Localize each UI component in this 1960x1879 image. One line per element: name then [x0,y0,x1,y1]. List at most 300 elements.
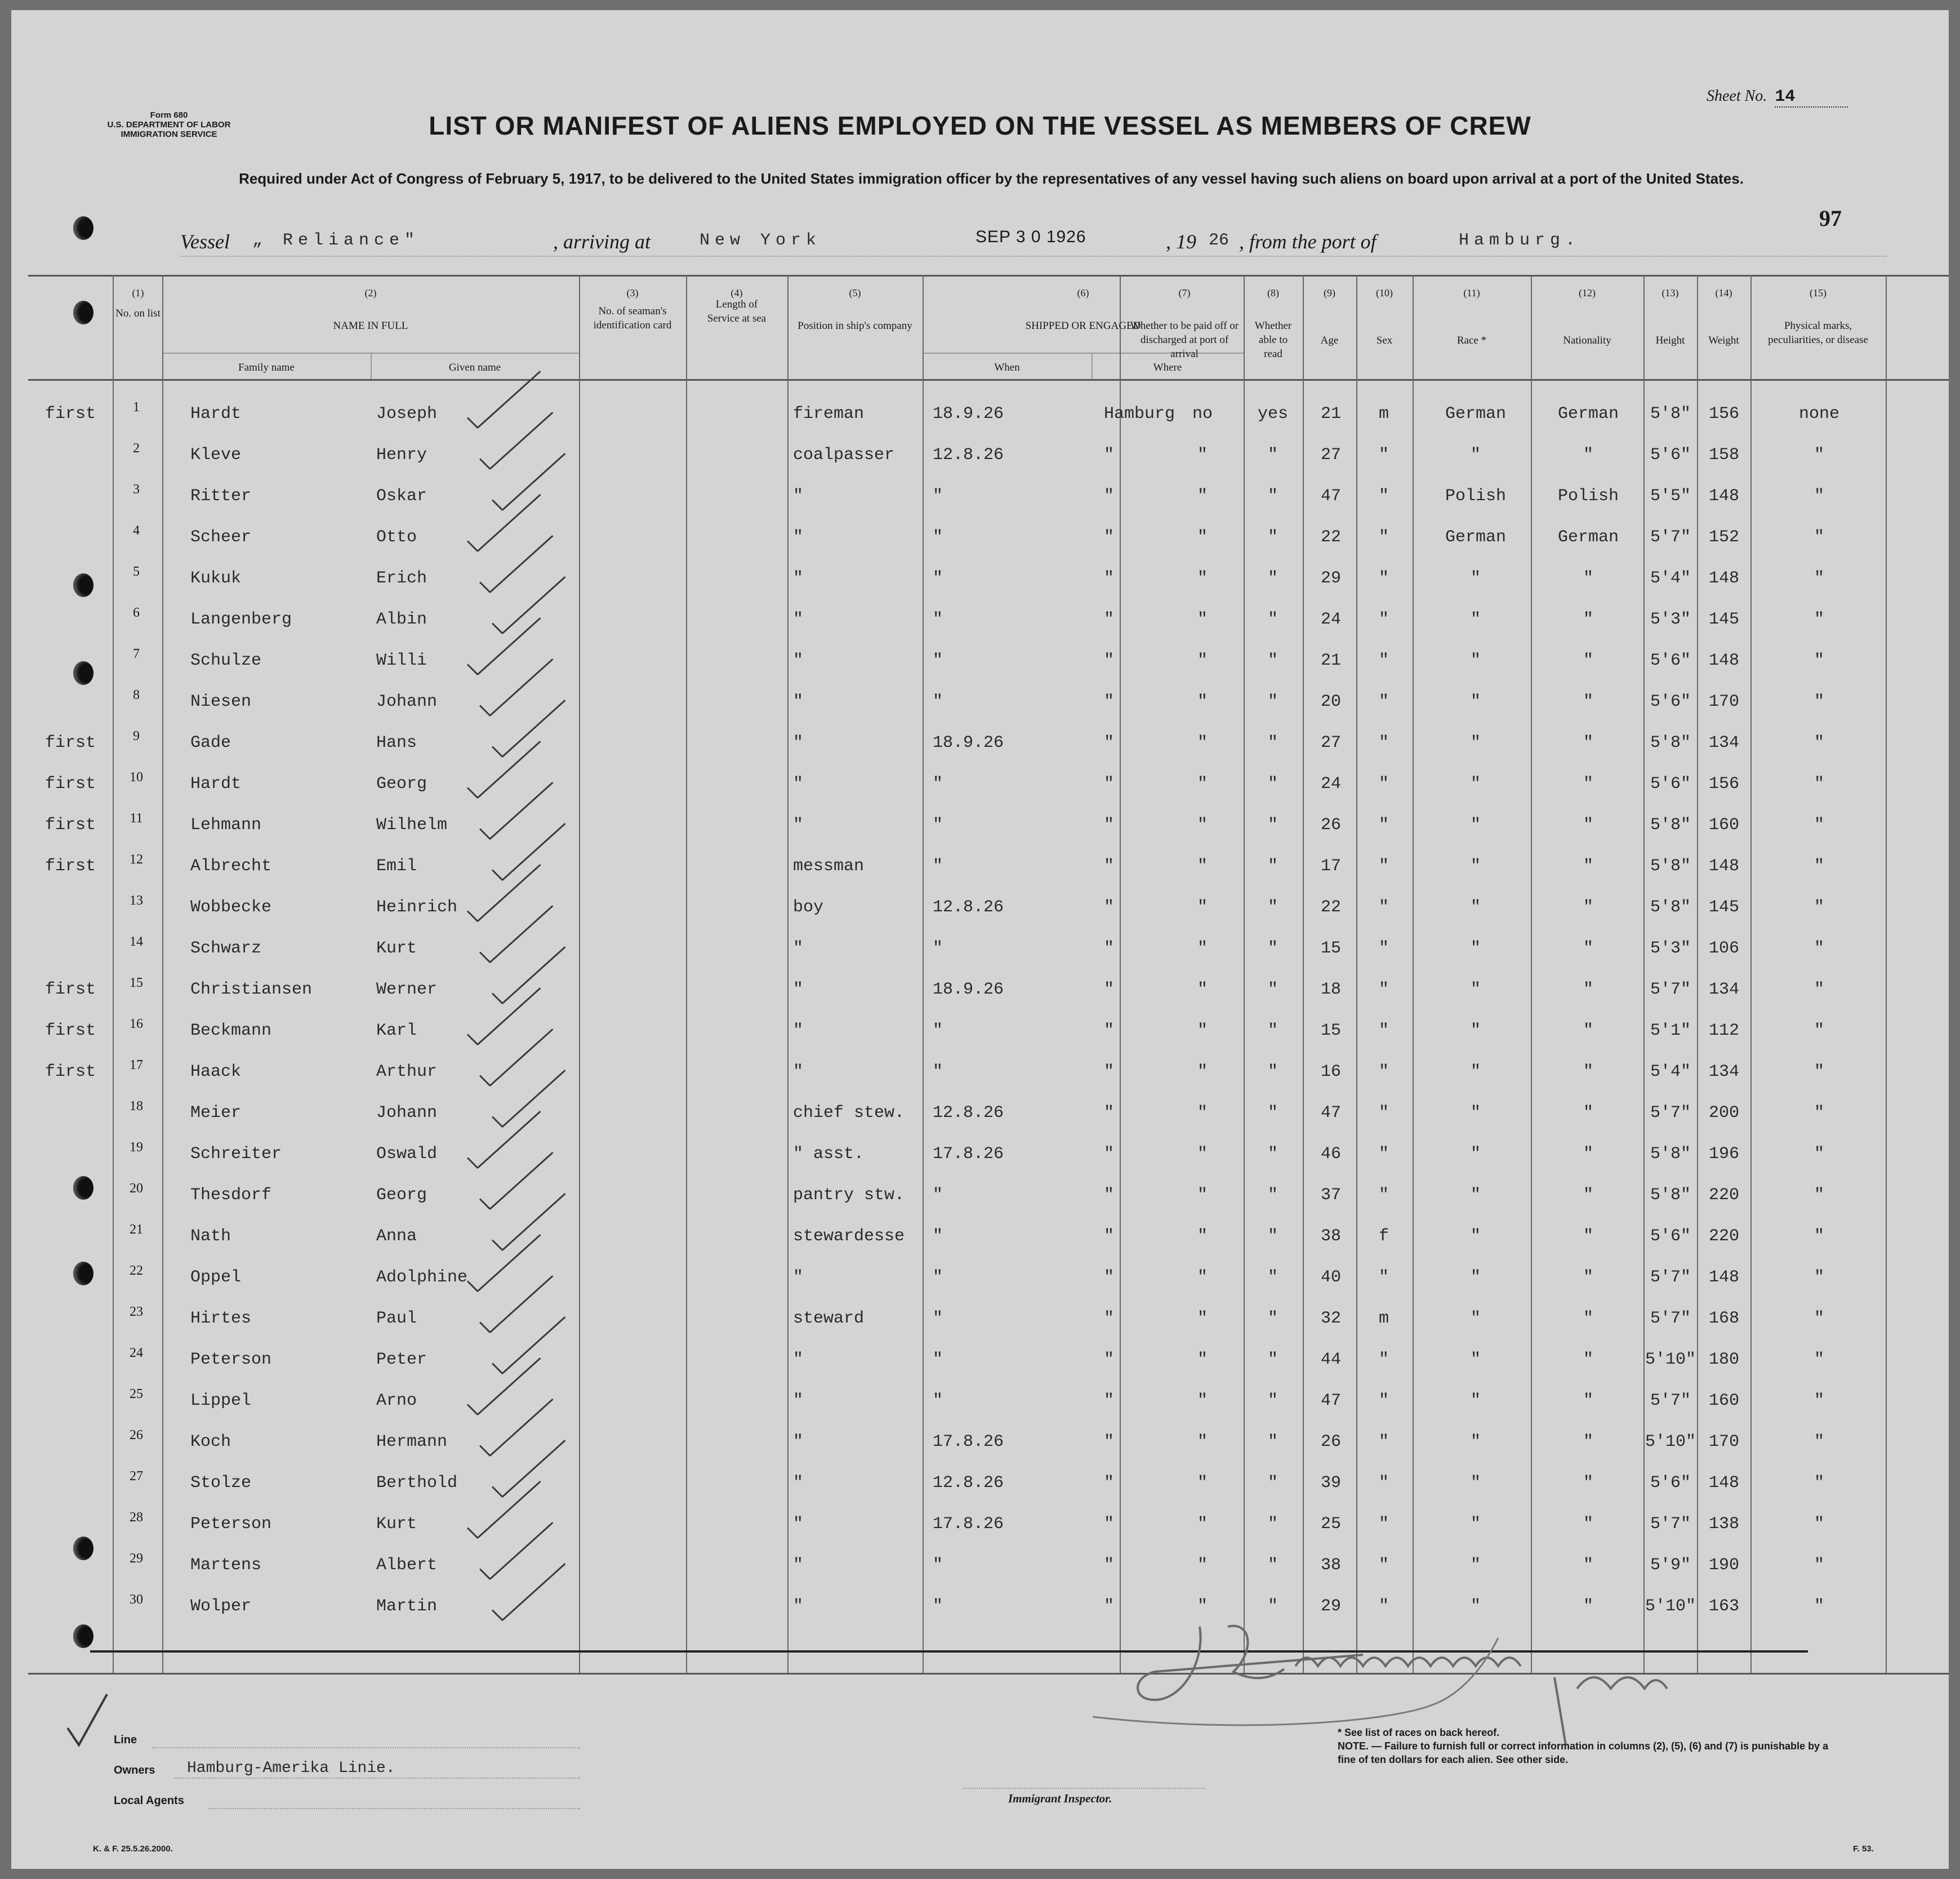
col-15-label: Physical marks, peculiarities, or disease [1768,320,1868,346]
from-port: Hamburg. [1459,231,1581,250]
given-name-cell: Erich [376,569,427,588]
sex-cell: " [1378,774,1389,794]
nationality-cell: " [1583,1021,1593,1040]
position-cell: " [793,692,804,711]
position-cell: stewardesse [793,1227,905,1246]
given-name-cell: Georg [376,1186,427,1205]
physical-marks-cell: " [1814,1062,1824,1081]
paid-off-cell: " [1197,651,1208,670]
row-number: 6 [133,605,140,620]
column-rule [1886,275,1887,1673]
nationality-cell: " [1583,980,1593,999]
line-label: Line [114,1734,137,1746]
sex-cell: " [1378,692,1389,711]
physical-marks-cell: " [1814,1145,1824,1164]
shipped-when-cell: " [933,1062,943,1081]
race-cell: " [1470,1145,1481,1164]
nationality-cell: " [1583,610,1593,629]
form-code: F. 53. [1853,1844,1874,1854]
column-rule [686,275,687,1673]
able-to-read-cell: " [1267,1268,1278,1287]
from-port-label: , from the port of [1239,230,1377,253]
weight-cell: 170 [1708,1432,1739,1451]
col-4-number: (4) [730,287,743,299]
column-rule [1531,275,1532,1673]
row-number: 21 [130,1222,143,1237]
height-cell: 5'6" [1650,692,1691,711]
shipped-when-cell: " [933,1268,943,1287]
col-10-label: Sex [1376,335,1393,346]
age-cell: 47 [1320,1103,1341,1123]
row-number: 8 [133,688,140,702]
height-cell: 5'4" [1650,569,1691,588]
height-cell: 5'8" [1650,857,1691,876]
race-cell: German [1445,404,1507,424]
shipped-where-cell: " [1104,1021,1115,1040]
position-cell: " [793,1473,804,1493]
physical-marks-cell: " [1814,1597,1824,1616]
age-cell: 29 [1320,569,1341,588]
age-cell: 27 [1320,446,1341,465]
family-name-cell: Lippel [190,1391,252,1410]
family-name-cell: Peterson [190,1350,272,1369]
row-number: 13 [130,893,143,908]
nationality-cell: " [1583,1597,1593,1616]
age-cell: 26 [1320,816,1341,835]
col-10-number: (10) [1376,287,1393,299]
physical-marks-cell: " [1814,1556,1824,1575]
nationality-cell: " [1583,569,1593,588]
shipped-where-cell: " [1104,569,1115,588]
sex-cell: " [1378,816,1389,835]
check-mark-icon [62,1689,113,1756]
check-stroke [489,658,553,716]
weight-cell: 196 [1708,1145,1739,1164]
able-to-read-cell: " [1267,569,1278,588]
document-subtitle: Required under Act of Congress of February 5, 1917, to be delivered to the United States immigration officer by the representatives of any vessel having such aliens on board upon arrival at a port of the United States. [239,170,1744,187]
position-cell: pantry stw. [793,1186,905,1205]
family-name-cell: Meier [190,1103,242,1123]
row-number: 24 [130,1346,143,1360]
nationality-cell: " [1583,1391,1593,1410]
check-stroke [489,1028,553,1087]
vessel-name: „ Reliance" [252,231,420,250]
family-name-cell: Kukuk [190,569,242,588]
given-name-cell: Georg [376,774,427,794]
row-note-cell: first [45,1021,96,1040]
given-name-cell: Adolphine [376,1268,468,1287]
age-cell: 21 [1320,651,1341,670]
weight-cell: 134 [1708,733,1739,753]
weight-cell: 148 [1708,857,1739,876]
col-3-label: No. of seaman's identification card [593,305,672,331]
nationality-cell: " [1583,692,1593,711]
given-name-cell: Oskar [376,487,427,506]
shipped-where-cell: " [1104,1062,1115,1081]
shipped-when-cell: " [933,610,943,629]
row-number: 18 [130,1099,143,1114]
nationality-cell: Polish [1557,487,1619,506]
position-cell: " [793,1350,804,1369]
column-rule [1697,275,1698,1673]
paid-off-cell: " [1197,733,1208,753]
shipped-where-cell: " [1104,1515,1115,1534]
nationality-cell: " [1583,774,1593,794]
sex-cell: " [1378,1473,1389,1493]
shipped-where-cell: " [1104,487,1115,506]
physical-marks-cell: " [1814,1350,1824,1369]
weight-cell: 160 [1708,816,1739,835]
sex-cell: m [1378,1309,1389,1328]
position-cell: " [793,487,804,506]
height-cell: 5'7" [1650,1103,1691,1123]
nationality-cell: " [1583,1309,1593,1328]
sex-cell: " [1378,1268,1389,1287]
race-cell: Polish [1445,487,1507,506]
physical-marks-cell: " [1814,1268,1824,1287]
binder-hole [73,661,93,685]
weight-cell: 190 [1708,1556,1739,1575]
col-11-number: (11) [1463,287,1480,299]
paid-off-cell: " [1197,528,1208,547]
race-cell: " [1470,857,1481,876]
paid-off-cell: " [1197,487,1208,506]
height-cell: 5'8" [1650,404,1691,424]
department-name: U.S. DEPARTMENT OF LABOR [107,120,231,130]
row-number: 17 [130,1058,143,1072]
header-bottom-rule [28,379,1949,381]
weight-cell: 148 [1708,487,1739,506]
family-name-cell: Wolper [190,1597,252,1616]
given-name-cell: Henry [376,446,427,465]
given-name-cell: Heinrich [376,898,458,917]
column-rule [1244,275,1245,1673]
sex-cell: " [1378,1556,1389,1575]
given-name-cell: Albin [376,610,427,629]
age-cell: 17 [1320,857,1341,876]
row-number: 9 [133,729,140,743]
row-number: 15 [130,976,143,990]
paid-off-cell: " [1197,980,1208,999]
column-rule [1643,275,1645,1673]
check-stroke [502,1563,565,1621]
row-number: 14 [130,934,143,949]
able-to-read-cell: yes [1257,404,1288,424]
col-14-label: Weight [1708,335,1739,346]
age-cell: 20 [1320,692,1341,711]
age-cell: 40 [1320,1268,1341,1287]
height-cell: 5'8" [1650,1145,1691,1164]
physical-marks-cell: " [1814,1021,1824,1040]
position-cell: " [793,1597,804,1616]
able-to-read-cell: " [1267,1186,1278,1205]
nationality-cell: " [1583,1350,1593,1369]
physical-marks-cell: " [1814,733,1824,753]
able-to-read-cell: " [1267,610,1278,629]
given-name-cell: Peter [376,1350,427,1369]
binder-hole [73,1537,93,1560]
shipped-where-cell: " [1104,1597,1115,1616]
nationality-cell: German [1557,404,1619,424]
row-note-cell: first [45,857,96,876]
column-rule [923,275,924,1673]
sex-cell: " [1378,487,1389,506]
nationality-cell: " [1583,939,1593,958]
paid-off-cell: " [1197,1021,1208,1040]
able-to-read-cell: " [1267,1597,1278,1616]
race-cell: " [1470,1062,1481,1081]
height-cell: 5'7" [1650,980,1691,999]
shipped-where-cell: " [1104,816,1115,835]
col-13-number: (13) [1661,287,1679,299]
sex-cell: m [1378,404,1389,424]
weight-cell: 160 [1708,1391,1739,1410]
height-cell: 5'6" [1650,1227,1691,1246]
weight-cell: 138 [1708,1515,1739,1534]
given-name-cell: Anna [376,1227,417,1246]
physical-marks-cell: " [1814,1309,1824,1328]
physical-marks-cell: " [1814,692,1824,711]
able-to-read-cell: " [1267,528,1278,547]
nationality-cell: " [1583,1145,1593,1164]
family-name-cell: Wobbecke [190,898,272,917]
race-cell: " [1470,774,1481,794]
race-cell: " [1470,1350,1481,1369]
sex-cell: " [1378,1350,1389,1369]
physical-marks-cell: " [1814,569,1824,588]
sex-cell: " [1378,733,1389,753]
family-name-cell: Scheer [190,528,252,547]
physical-marks-cell: " [1814,1227,1824,1246]
shipped-where-cell: Hamburg [1104,404,1175,424]
family-name-cell: Kleve [190,446,242,465]
sex-cell: " [1378,528,1389,547]
able-to-read-cell: " [1267,1391,1278,1410]
page-number: 97 [1819,206,1842,231]
row-number: 19 [130,1140,143,1155]
col-2-number: (2) [364,287,377,299]
sex-cell: " [1378,980,1389,999]
paid-off-cell: " [1197,569,1208,588]
shipped-when-cell: 18.9.26 [933,733,1004,753]
binder-hole [73,1262,93,1285]
col-9-number: (9) [1324,287,1335,299]
physical-marks-cell: " [1814,980,1824,999]
family-name-cell: Koch [190,1432,231,1451]
row-number: 4 [133,523,140,538]
paid-off-cell: " [1197,1432,1208,1451]
race-cell: " [1470,980,1481,999]
able-to-read-cell: " [1267,939,1278,958]
shipped-when-cell: " [933,528,943,547]
height-cell: 5'8" [1650,816,1691,835]
age-cell: 26 [1320,1432,1341,1451]
race-cell: " [1470,651,1481,670]
shipped-where-cell: " [1104,898,1115,917]
paid-off-cell: " [1197,692,1208,711]
row-number: 22 [130,1263,143,1278]
given-name-cell: Otto [376,528,417,547]
family-name-cell: Lehmann [190,816,262,835]
shipped-when-cell: " [933,816,943,835]
paid-off-cell: " [1197,1350,1208,1369]
able-to-read-cell: " [1267,1103,1278,1123]
paid-off-cell: " [1197,1103,1208,1123]
nationality-cell: " [1583,1062,1593,1081]
shipped-where-cell: " [1104,1227,1115,1246]
col-8-label: Whether able to read [1254,320,1292,360]
shipped-when-cell: 18.9.26 [933,404,1004,424]
sex-cell: " [1378,446,1389,465]
weight-cell: 106 [1708,939,1739,958]
given-name-cell: Hermann [376,1432,448,1451]
check-stroke [489,1399,553,1457]
physical-marks-cell: " [1814,651,1824,670]
shipped-when-cell: " [933,1227,943,1246]
given-name-cell: Karl [376,1021,417,1040]
row-note-cell: first [45,774,96,794]
position-cell: " [793,1432,804,1451]
able-to-read-cell: " [1267,1473,1278,1493]
row-number: 28 [130,1510,143,1525]
physical-marks-cell: " [1814,1391,1824,1410]
print-code: K. & F. 25.5.26.2000. [93,1844,173,1854]
height-cell: 5'7" [1650,528,1691,547]
col-1-label: No. on list [115,308,161,319]
row-number: 27 [130,1469,143,1484]
paid-off-cell: " [1197,1556,1208,1575]
shipped-when-cell: 18.9.26 [933,980,1004,999]
position-cell: " [793,1556,804,1575]
shipped-when-cell: " [933,1391,943,1410]
line-field-rule [152,1747,580,1748]
race-cell: " [1470,1391,1481,1410]
owners-value: Hamburg-Amerika Linie. [187,1760,395,1777]
vessel-label: Vessel [180,230,230,253]
race-cell: German [1445,528,1507,547]
family-name-subhead: Family name [238,362,295,373]
row-note-cell: first [45,980,96,999]
shipped-when-cell: " [933,487,943,506]
position-cell: fireman [793,404,865,424]
able-to-read-cell: " [1267,898,1278,917]
shipped-where-cell: " [1104,733,1115,753]
age-cell: 29 [1320,1597,1341,1616]
col-7-label: Whether to be paid off or discharged at port of arrival [1130,320,1239,360]
column-rule [1413,275,1414,1673]
service-name: IMMIGRATION SERVICE [121,130,217,139]
sex-cell: " [1378,569,1389,588]
position-cell: " [793,1268,804,1287]
height-cell: 5'10" [1645,1597,1696,1616]
height-cell: 5'6" [1650,651,1691,670]
age-cell: 38 [1320,1556,1341,1575]
given-name-cell: Kurt [376,939,417,958]
shipped-where-cell: " [1104,1473,1115,1493]
shipped-where-cell: " [1104,692,1115,711]
family-name-cell: Hardt [190,774,242,794]
race-cell: " [1470,692,1481,711]
shipped-when-cell: " [933,1021,943,1040]
height-cell: 5'8" [1650,1186,1691,1205]
column-rule [579,275,580,1673]
date-stamp: SEP 3 0 1926 [975,228,1086,246]
paid-off-cell: " [1197,610,1208,629]
race-cell: " [1470,1432,1481,1451]
weight-cell: 145 [1708,898,1739,917]
weight-cell: 180 [1708,1350,1739,1369]
nationality-cell: " [1583,816,1593,835]
height-cell: 5'10" [1645,1432,1696,1451]
position-cell: " [793,980,804,999]
row-number: 26 [130,1428,143,1442]
race-cell: " [1470,898,1481,917]
age-cell: 44 [1320,1350,1341,1369]
able-to-read-cell: " [1267,980,1278,999]
year-label: , 19 [1166,230,1196,253]
nationality-cell: " [1583,1473,1593,1493]
col-12-number: (12) [1579,287,1596,299]
given-name-cell: Albert [376,1556,438,1575]
able-to-read-cell: " [1267,1309,1278,1328]
col-14-number: (14) [1715,287,1732,299]
shipped-when-cell: 17.8.26 [933,1145,1004,1164]
shipped-when-cell: " [933,1350,943,1369]
owners-label: Owners [114,1764,155,1776]
table-top-rule [28,275,1949,277]
binder-hole [73,1624,93,1648]
shipped-where-cell: " [1104,1268,1115,1287]
given-name-cell: Martin [376,1597,438,1616]
shipped-when-cell: 12.8.26 [933,898,1004,917]
given-name-cell: Emil [376,857,417,876]
column-rule [1356,275,1357,1673]
given-name-cell: Kurt [376,1515,417,1534]
height-cell: 5'9" [1650,1556,1691,1575]
able-to-read-cell: " [1267,774,1278,794]
position-cell: " [793,733,804,753]
shipped-when-cell: " [933,1186,943,1205]
nationality-cell: " [1583,733,1593,753]
col-5-label: Position in ship's company [798,320,912,332]
family-name-cell: Albrecht [190,857,272,876]
document-title: LIST OR MANIFEST OF ALIENS EMPLOYED ON THE VESSEL AS MEMBERS OF CREW [429,111,1531,140]
age-cell: 24 [1320,610,1341,629]
row-number: 3 [133,482,140,497]
family-name-cell: Martens [190,1556,262,1575]
weight-cell: 148 [1708,651,1739,670]
height-cell: 5'6" [1650,446,1691,465]
shipped-when-cell: " [933,569,943,588]
able-to-read-cell: " [1267,816,1278,835]
weight-cell: 156 [1708,774,1739,794]
family-name-cell: Niesen [190,692,252,711]
race-cell: " [1470,1309,1481,1328]
paid-off-cell: no [1192,404,1213,424]
col-11-label: Race * [1456,335,1487,346]
check-stroke [489,782,553,840]
paid-off-cell: " [1197,1473,1208,1493]
weight-cell: 170 [1708,692,1739,711]
weight-cell: 148 [1708,569,1739,588]
row-number: 29 [130,1551,143,1566]
given-name-cell: Oswald [376,1145,438,1164]
shipped-where-cell: " [1104,1432,1115,1451]
weight-cell: 134 [1708,1062,1739,1081]
family-name-cell: Peterson [190,1515,272,1534]
able-to-read-cell: " [1267,857,1278,876]
age-cell: 47 [1320,1391,1341,1410]
